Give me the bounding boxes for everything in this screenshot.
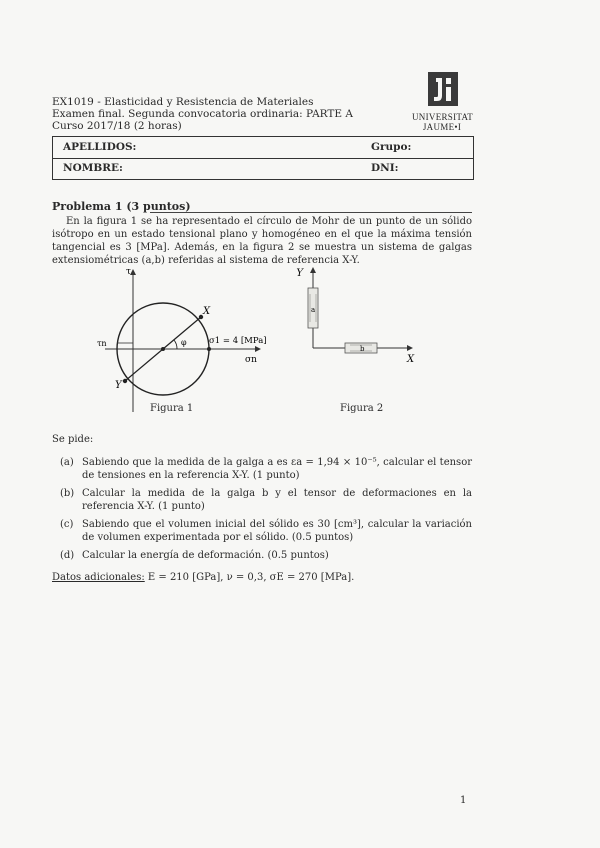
university-logo (412, 70, 472, 130)
question-b-text: Calcular la medida de la galga b y el tensor de deformaciones en la referencia X-Y. (1 punto) (82, 488, 472, 512)
apellidos-label: APELLIDOS: (63, 141, 137, 153)
question-a-text: Sabiendo que la medida de la galga a es εa = 1,94 × 10⁻⁵, calcular el tensor de tensiones en la referencia X-Y. (1 punto) (82, 457, 472, 481)
question-d-text: Calcular la energía de deformación. (0.5 puntos) (82, 550, 329, 561)
exam-title: Examen final. Segunda convocatoria ordinaria: PARTE A (52, 108, 353, 120)
course-year: Curso 2017/18 (2 horas) (52, 120, 182, 132)
questions-intro: Se pide: (52, 434, 94, 445)
question-c (60, 518, 472, 546)
angle-label: φ (181, 338, 187, 347)
point-sigma1 (207, 347, 211, 351)
point-y (123, 379, 127, 383)
question-d-label: (d) (60, 550, 75, 561)
additional-data-values: E = 210 [GPa], ν = 0,3, σE = 270 [MPa]. (144, 572, 355, 583)
question-a-label: (a) (60, 457, 74, 468)
question-b-label: (b) (60, 488, 75, 499)
gauge-a-label: a (311, 306, 316, 314)
figure-1-caption: Figura 1 (150, 403, 194, 414)
x-axis-label: X (407, 354, 415, 365)
question-b (60, 487, 472, 515)
question-d (60, 549, 472, 563)
grupo-label: Grupo: (371, 141, 412, 153)
gauge-b-label: b (360, 345, 365, 353)
point-x-label: X (203, 306, 211, 317)
additional-data-label: Datos adicionales: (52, 572, 145, 583)
tau-axis-label: τ (126, 267, 131, 277)
circle-center (161, 347, 165, 351)
figure-2-caption: Figura 2 (340, 403, 384, 414)
figure-1-mohr-circle (95, 262, 280, 422)
logo-mark-icon (412, 70, 472, 108)
page-number: 1 (460, 795, 467, 806)
point-y-label: Y (115, 380, 122, 391)
sigma1-label: σ1 = 4 [MPa] (209, 336, 267, 346)
sigma-axis-label: σn (245, 355, 257, 365)
id-row-name (53, 158, 473, 179)
question-c-text: Sabiendo que el volumen inicial del sólido es 30 [cm³], calcular la variación de volumen experimentada por el sólido. (0.5 puntos) (82, 519, 472, 543)
problem-title: Problema 1 (3 puntos) (52, 200, 191, 213)
logo-word-jaume: JAUME•I (422, 122, 462, 132)
id-row-surname (53, 137, 473, 159)
additional-data (52, 572, 354, 583)
student-id-table (52, 136, 474, 180)
dni-label: DNI: (371, 162, 399, 174)
figure-2-strain-gauges (290, 262, 425, 372)
angle-arc (174, 340, 177, 349)
course-title: EX1019 - Elasticidad y Resistencia de Materiales (52, 96, 314, 108)
question-c-label: (c) (60, 519, 74, 530)
title-rule (150, 212, 472, 213)
tau-n-label: τn (97, 339, 107, 348)
nombre-label: NOMBRE: (63, 162, 123, 174)
y-axis-label: Y (296, 268, 303, 279)
question-a (60, 456, 472, 484)
logo-word-universitat: UNIVERSITAT (412, 112, 474, 122)
problem-statement: En la figura 1 se ha representado el círculo de Mohr de un punto de un sólido isótropo en un estado tensional plano y homogéneo en el que la máxima tensión tangencial es 3 [MPa]. Además, en la figura 2 se muestra un sistema de galgas extensiométricas (a,b) referidas al sistema de referencia X-Y. (52, 216, 472, 266)
